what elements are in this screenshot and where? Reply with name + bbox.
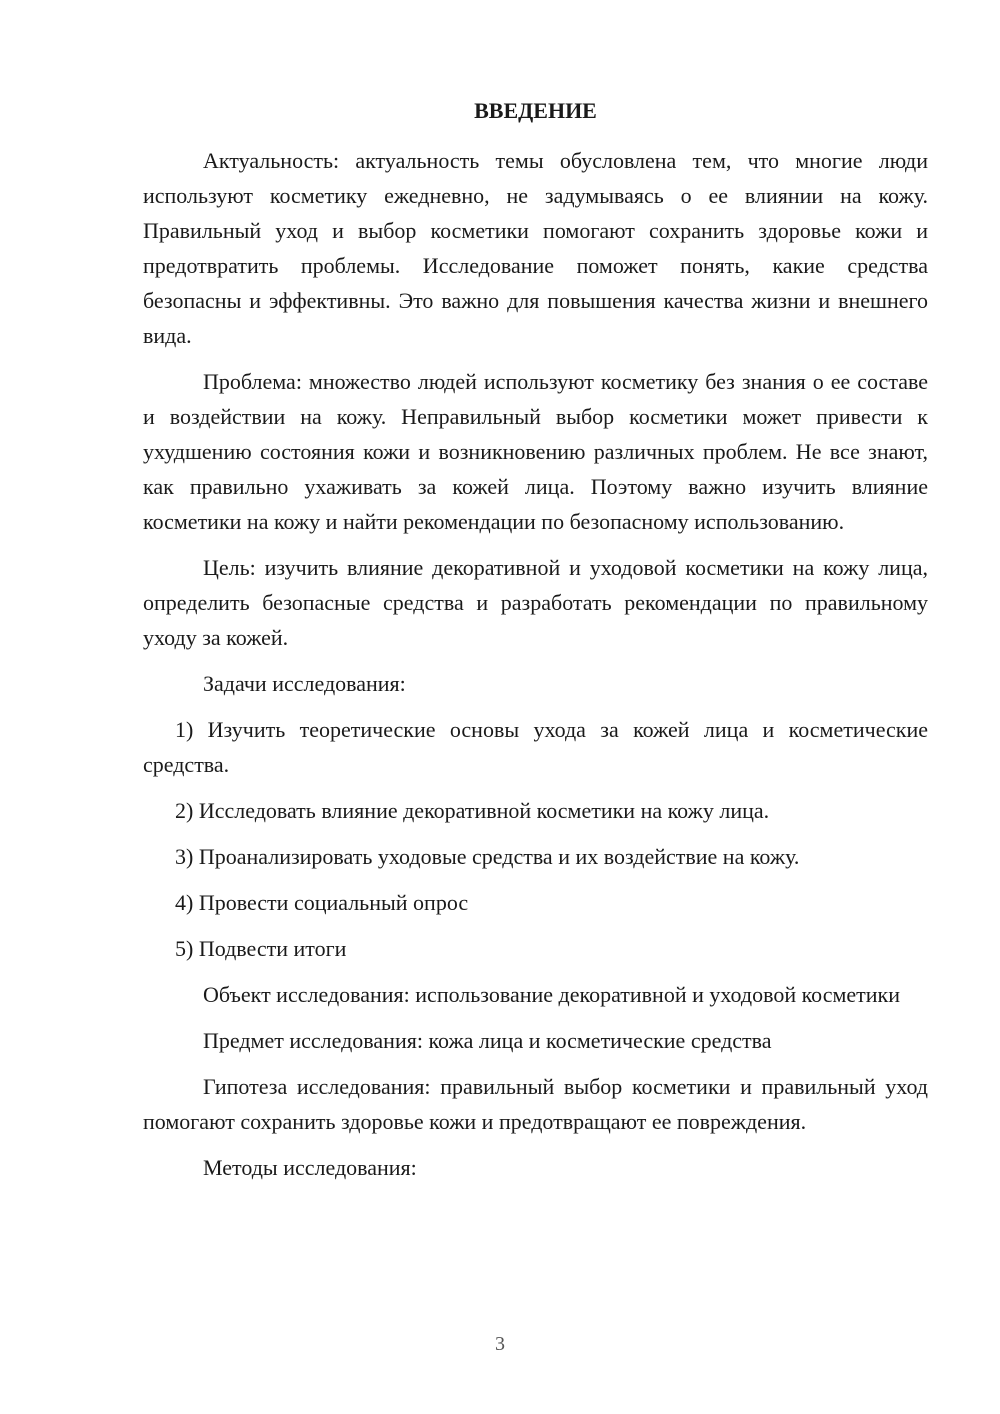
task-item: 3) Проанализировать уходовые средства и их воздействие на кожу. bbox=[175, 844, 800, 869]
task-item: 5) Подвести итоги bbox=[175, 936, 347, 961]
document-page bbox=[143, 93, 928, 1196]
task-item: 2) Исследовать влияние декоративной косметики на кожу лица. bbox=[175, 798, 770, 823]
relevance-paragraph: Актуальность: актуальность темы обусловлена тем, что многие люди используют косметику ежедневно, не задумываясь о ее влиянии на кожу. Правильный уход и выбор косметики помогают сохранить здоровье кожи и предотвратить проблемы. Исследование поможет понять, какие средства безопасны и эффективны. Это важно для повышения качества жизни и внешнего вида. bbox=[143, 148, 928, 348]
goal-paragraph: Цель: изучить влияние декоративной и уходовой косметики на кожу лица, определить безопасные средства и разработать рекомендации по правильному уходу за кожей. bbox=[143, 555, 928, 650]
methods-heading: Методы исследования: bbox=[203, 1155, 417, 1180]
object-paragraph: Объект исследования: использование декоративной и уходовой косметики bbox=[203, 982, 901, 1007]
hypothesis-paragraph: Гипотеза исследования: правильный выбор косметики и правильный уход помогают сохранить здоровье кожи и предотвращают ее повреждения. bbox=[143, 1074, 928, 1134]
problem-paragraph: Проблема: множество людей используют косметику без знания о ее составе и воздействии на кожу. Неправильный выбор косметики может привести к ухудшению состояния кожи и возникновению различных проблем. Не все знают, как правильно ухаживать за кожей лица. Поэтому важно изучить влияние косметики на кожу и найти рекомендации по безопасному использованию. bbox=[143, 369, 928, 534]
task-item: 1) Изучить теоретические основы ухода за кожей лица и косметические средства. bbox=[143, 717, 928, 777]
task-item: 4) Провести социальный опрос bbox=[175, 890, 469, 915]
tasks-heading: Задачи исследования: bbox=[203, 671, 406, 696]
page-number: 3 bbox=[495, 1333, 505, 1355]
subject-paragraph: Предмет исследования: кожа лица и косметические средства bbox=[203, 1028, 772, 1053]
section-title: ВВЕДЕНИЕ bbox=[474, 98, 597, 123]
